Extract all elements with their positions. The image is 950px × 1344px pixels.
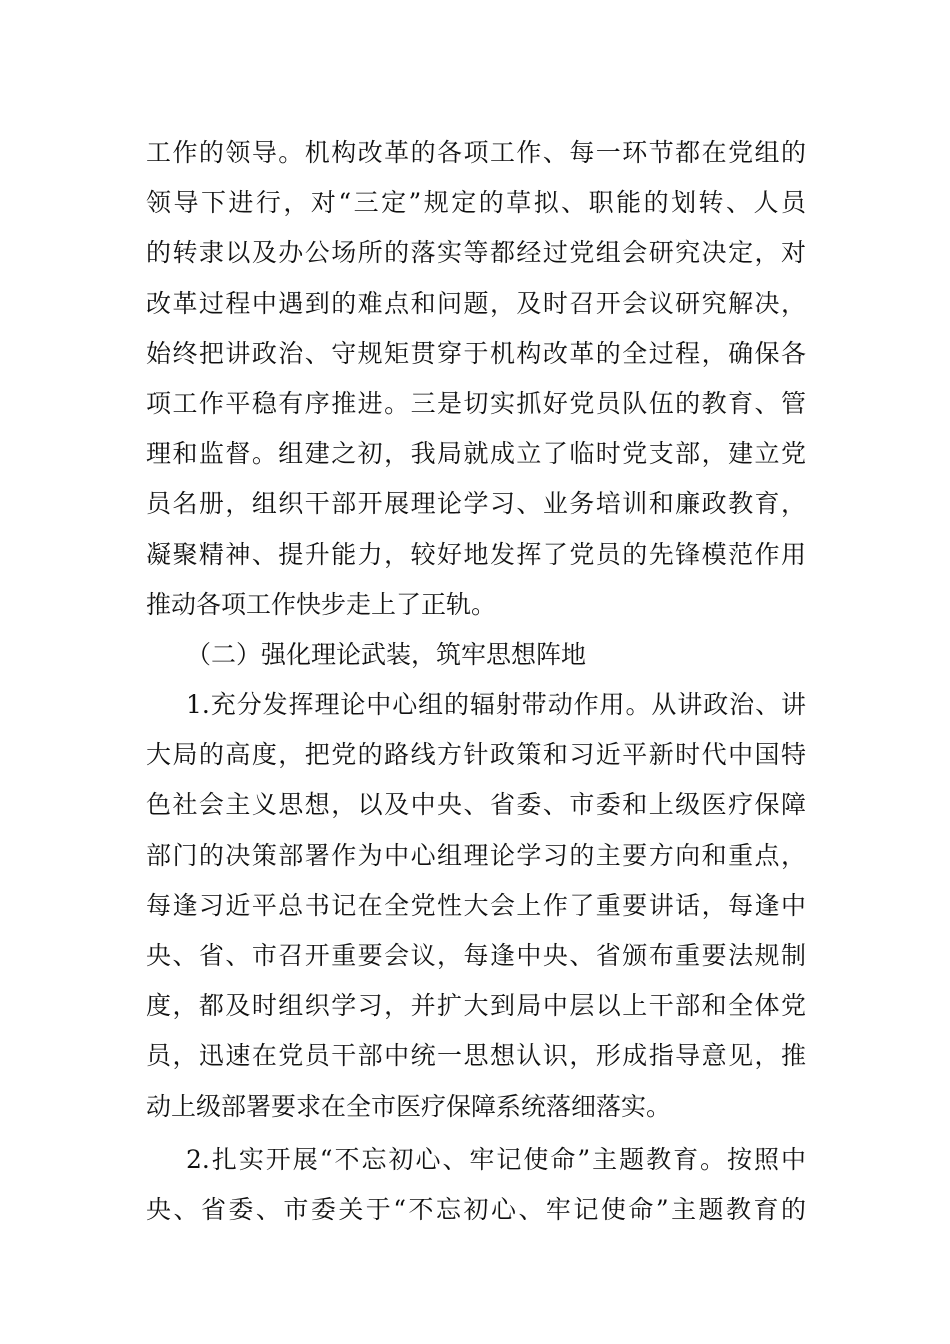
text-line: 理和监督。组建之初，我局就成立了临时党支部，建立党 — [146, 439, 806, 469]
text-line: 领导下进行，对“三定”规定的草拟、职能的划转、人员 — [146, 188, 806, 218]
text-line: 部门的决策部署作为中心组理论学习的主要方向和重点， — [146, 840, 806, 870]
text-line: 央、省、市召开重要会议，每逢中央、省颁布重要法规制 — [146, 941, 806, 970]
section-heading: （二）强化理论武装，筑牢思想阵地 — [186, 639, 587, 669]
text-line: 项工作平稳有序推进。三是切实抓好党员队伍的教育、管 — [146, 388, 806, 418]
text-line: 工作的领导。机构改革的各项工作、每一环节都在党组的 — [146, 138, 806, 167]
text-line: 色社会主义思想，以及中央、省委、市委和上级医疗保障 — [146, 790, 806, 820]
text-line: 动上级部署要求在全市医疗保障系统落细落实。 — [146, 1091, 672, 1121]
paragraph-first-line: 2.扎实开展“不忘初心、牢记使命”主题教育。按照中 — [186, 1144, 806, 1174]
text-line: 改革过程中遇到的难点和问题，及时召开会议研究解决， — [146, 288, 806, 318]
text-line: 员名册，组织干部开展理论学习、业务培训和廉政教育， — [146, 489, 806, 519]
text-line: 的转隶以及办公场所的落实等都经过党组会研究决定，对 — [146, 238, 806, 268]
text-line: 凝聚精神、提升能力，较好地发挥了党员的先锋模范作用 — [146, 539, 806, 569]
text-line: 央、省委、市委关于“不忘初心、牢记使命”主题教育的 — [146, 1194, 806, 1224]
text-line: 大局的高度，把党的路线方针政策和习近平新时代中国特 — [146, 740, 806, 770]
text-line: 度，都及时组织学习，并扩大到局中层以上干部和全体党 — [146, 991, 806, 1021]
text-line: 每逢习近平总书记在全党性大会上作了重要讲话，每逢中 — [146, 890, 806, 920]
text-line: 推动各项工作快步走上了正轨。 — [146, 589, 497, 619]
paragraph-first-line: 1.充分发挥理论中心组的辐射带动作用。从讲政治、讲 — [186, 690, 806, 720]
document-body — [146, 128, 806, 1235]
text-line: 始终把讲政治、守规矩贯穿于机构改革的全过程，确保各 — [146, 338, 806, 368]
text-line: 员，迅速在党员干部中统一思想认识，形成指导意见，推 — [146, 1041, 806, 1071]
